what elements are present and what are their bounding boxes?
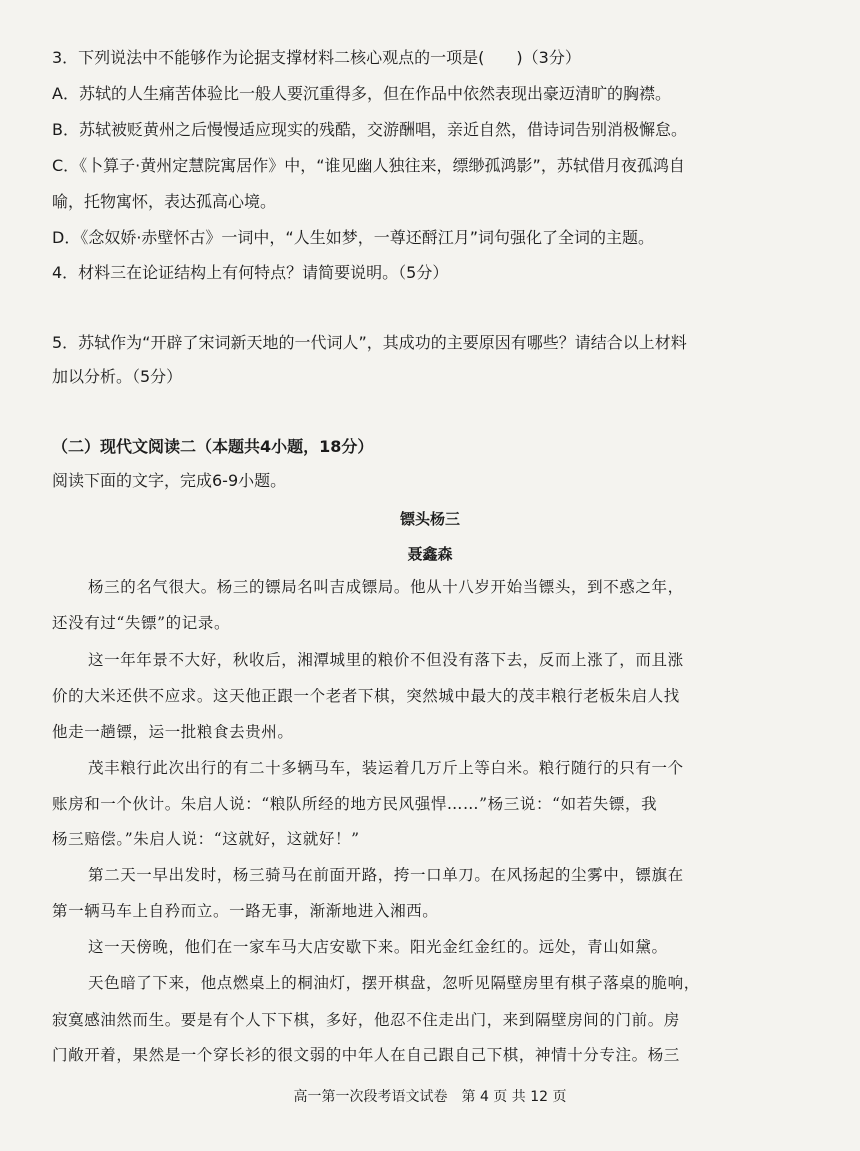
story-line: 他走一趟镖，运一批粮食去贵州。 — [52, 723, 294, 741]
story-line: 天色暗了下来，他点燃桌上的桐油灯，摆开棋盘，忽听见隔壁房里有棋子落桌的脆响， — [88, 974, 700, 992]
story-line: 价的大米还供不应求。这天他正跟一个老者下棋，突然城中最大的茂丰粮行老板朱启人找 — [52, 687, 680, 705]
story-title: 镖头杨三 — [399, 510, 460, 528]
story-line: 这一年年景不大好，秋收后，湘潭城里的粮价不但没有落下去，反而上涨了，而且涨 — [88, 651, 684, 669]
question-3-option-a: A．苏轼的人生痛苦体验比一般人要沉重得多，但在作品中依然表现出豪迈清旷的胸襟。 — [52, 84, 671, 103]
story-line: 还没有过“失镖”的记录。 — [52, 614, 231, 632]
section-instruction: 阅读下面的文字，完成6-9小题。 — [52, 471, 287, 490]
story-line: 第一辆马车上自矜而立。一路无事，渐渐地进入湘西。 — [52, 902, 439, 920]
question-3-option-c-cont: 喻，托物寓怀，表达孤高心境。 — [52, 192, 277, 211]
question-3-option-d: D．《念奴娇·赤壁怀古》一词中，“人生如梦，一尊还酹江月”词句强化了全词的主题。 — [52, 228, 654, 247]
question-3-stem: 3．下列说法中不能够作为论据支撑材料二核心观点的一项是( )（3分） — [52, 48, 581, 67]
story-line: 账房和一个伙计。朱启人说：“粮队所经的地方民风强悍……”杨三说：“如若失镖，我 — [52, 795, 658, 813]
page-footer: 高一第一次段考语文试卷 第 4 页 共 12 页 — [293, 1089, 567, 1105]
story-line: 寂寞感油然而生。要是有个人下下棋，多好，他忍不住走出门，来到隔壁房间的门前。房 — [52, 1011, 680, 1029]
story-author: 聂鑫森 — [407, 545, 453, 563]
question-3-option-b: B．苏轼被贬黄州之后慢慢适应现实的残酷，交游酬唱，亲近自然，借诗词告别消极懈怠。 — [52, 120, 687, 139]
story-line: 杨三赔偿。”朱启人说：“这就好，这就好！” — [52, 830, 360, 848]
question-5-line-2: 加以分析。（5分） — [52, 367, 183, 386]
question-5-line-1: 5．苏轼作为“开辟了宋词新天地的一代词人”，其成功的主要原因有哪些？请结合以上材料 — [52, 333, 687, 352]
question-3-option-c: C．《卜算子·黄州定慧院寓居作》中，“谁见幽人独往来，缥缈孤鸿影”，苏轼借月夜孤鸿自 — [52, 156, 685, 175]
story-line: 杨三的名气很大。杨三的镖局名叫吉成镖局。他从十八岁开始当镖头，到不惑之年， — [88, 578, 684, 596]
story-line: 门敞开着，果然是一个穿长衫的很文弱的中年人在自己跟自己下棋，神情十分专注。杨三 — [52, 1046, 680, 1064]
section-heading: （二）现代文阅读二（本题共4小题，18分） — [52, 437, 374, 456]
question-4: 4．材料三在论证结构上有何特点？请简要说明。（5分） — [52, 263, 449, 282]
story-line: 茂丰粮行此次出行的有二十多辆马车，装运着几万斤上等白米。粮行随行的只有一个 — [88, 759, 684, 777]
story-line: 第二天一早出发时，杨三骑马在前面开路，挎一口单刀。在风扬起的尘雾中，镖旗在 — [88, 866, 684, 884]
story-line: 这一天傍晚，他们在一家车马大店安歇下来。阳光金红金红的。远处，青山如黛。 — [88, 938, 668, 956]
